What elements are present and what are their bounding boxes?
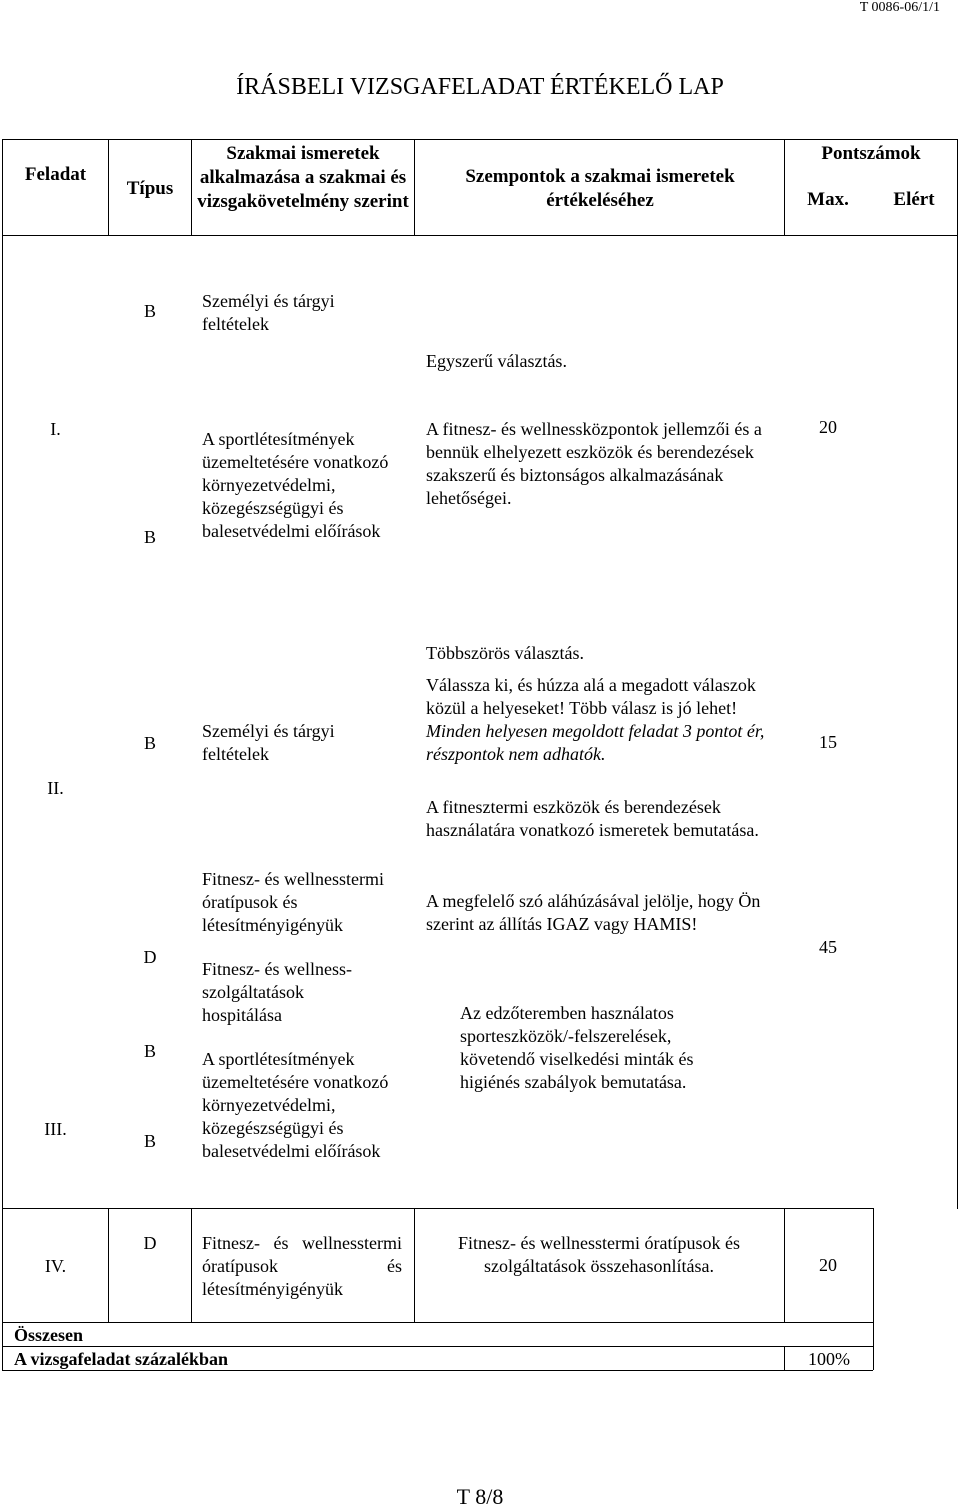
page-number: T 8/8: [456, 1484, 504, 1509]
task4-type: D: [143, 1233, 157, 1253]
task2-instruction: [426, 674, 778, 766]
task3-criteria: Az edzőteremben használatos sporteszközök/-felszerelések, követendő viselkedési minták és higiénés szabályok bemutatása.: [460, 1003, 694, 1092]
task3-type-1: D: [143, 947, 157, 967]
task2-criteria: A fitnesztermi eszközök és berendezések használatára vonatkozó ismeretek bemutatása.: [426, 797, 759, 840]
task2-method: Többszörös választás.: [426, 643, 584, 663]
task3-topic-2: Fitnesz- és wellness-szolgáltatások hospitálása: [202, 959, 352, 1025]
task3-instruction: A megfelelő szó aláhúzásával jelölje, hogy Ön szerint az állítás IGAZ vagy HAMIS!: [426, 891, 761, 934]
task3-topic-3: A sportlétesítmények üzemeltetésére vonatkozó környezetvédelmi, közegészségügyi és balesetvédelmi előírások: [202, 1049, 389, 1161]
summary-total-label: Összesen: [14, 1325, 83, 1345]
task2-instruction-plain: Válassza ki, és húzza alá a megadott válaszok közül a helyeseket! Több válasz is jó lehet!: [426, 675, 756, 718]
document-code: T 0086-06/1/1: [859, 0, 940, 15]
task4-criteria: Fitnesz- és wellnesstermi óratípusok és szolgáltatások összehasonlítása.: [458, 1233, 740, 1276]
header-feladat: Feladat: [24, 164, 87, 185]
header-szempontok: Szempontok a szakmai ismeretek értékeléséhez: [465, 166, 735, 211]
page-title: ÍRÁSBELI VIZSGAFELADAT ÉRTÉKELŐ LAP: [236, 74, 724, 100]
header-max: Max.: [807, 189, 849, 210]
task1-type-a: B: [143, 301, 156, 321]
task2-instruction-italic: Minden helyesen megoldott feladat 3 pontot ér, részpontok nem adhatók.: [426, 721, 765, 764]
task3-type-2: B: [143, 1041, 156, 1061]
task2-number: II.: [47, 778, 64, 798]
task1-topic-a: Személyi és tárgyi feltételek: [202, 291, 335, 334]
task2-max: 15: [819, 732, 837, 752]
task1-topic-b: A sportlétesítmények üzemeltetésére vonatkozó környezetvédelmi, közegészségügyi és balesetvédelmi előírások: [202, 429, 389, 541]
task4-topic: Fitnesz- és wellnesstermi óratípusok és létesítményigényük: [202, 1233, 402, 1299]
task1-max: 20: [819, 417, 837, 437]
task2-type: B: [143, 733, 156, 753]
header-tipus: Típus: [126, 178, 174, 199]
summary-percent-label: A vizsgafeladat százalékban: [14, 1349, 228, 1369]
task1-number: I.: [50, 419, 61, 439]
task4-number: IV.: [44, 1256, 67, 1276]
task3-type-3: B: [143, 1131, 156, 1151]
task1-criteria: A fitnesz- és wellnessközpontok jellemzői és a bennük elhelyezett eszközök és berendezések szakszerű és biztonságos alkalmazásának lehetőségei.: [426, 419, 762, 508]
summary-percent-value: 100%: [808, 1349, 850, 1369]
task1-type-b: B: [143, 527, 156, 547]
task4-max: 20: [819, 1255, 837, 1275]
header-pontszamok: Pontszámok: [821, 143, 921, 164]
task2-topic: Személyi és tárgyi feltételek: [202, 721, 335, 764]
header-szakmai: Szakmai ismeretek alkalmazása a szakmai és vizsgakövetelmény szerint: [197, 143, 409, 212]
task3-topic-1: Fitnesz- és wellnesstermi óratípusok és létesítményigényük: [202, 869, 384, 935]
task3-number: III.: [44, 1119, 67, 1139]
header-elert: Elért: [893, 189, 935, 210]
task1-method: Egyszerű választás.: [426, 351, 567, 371]
task3-max: 45: [819, 937, 837, 957]
